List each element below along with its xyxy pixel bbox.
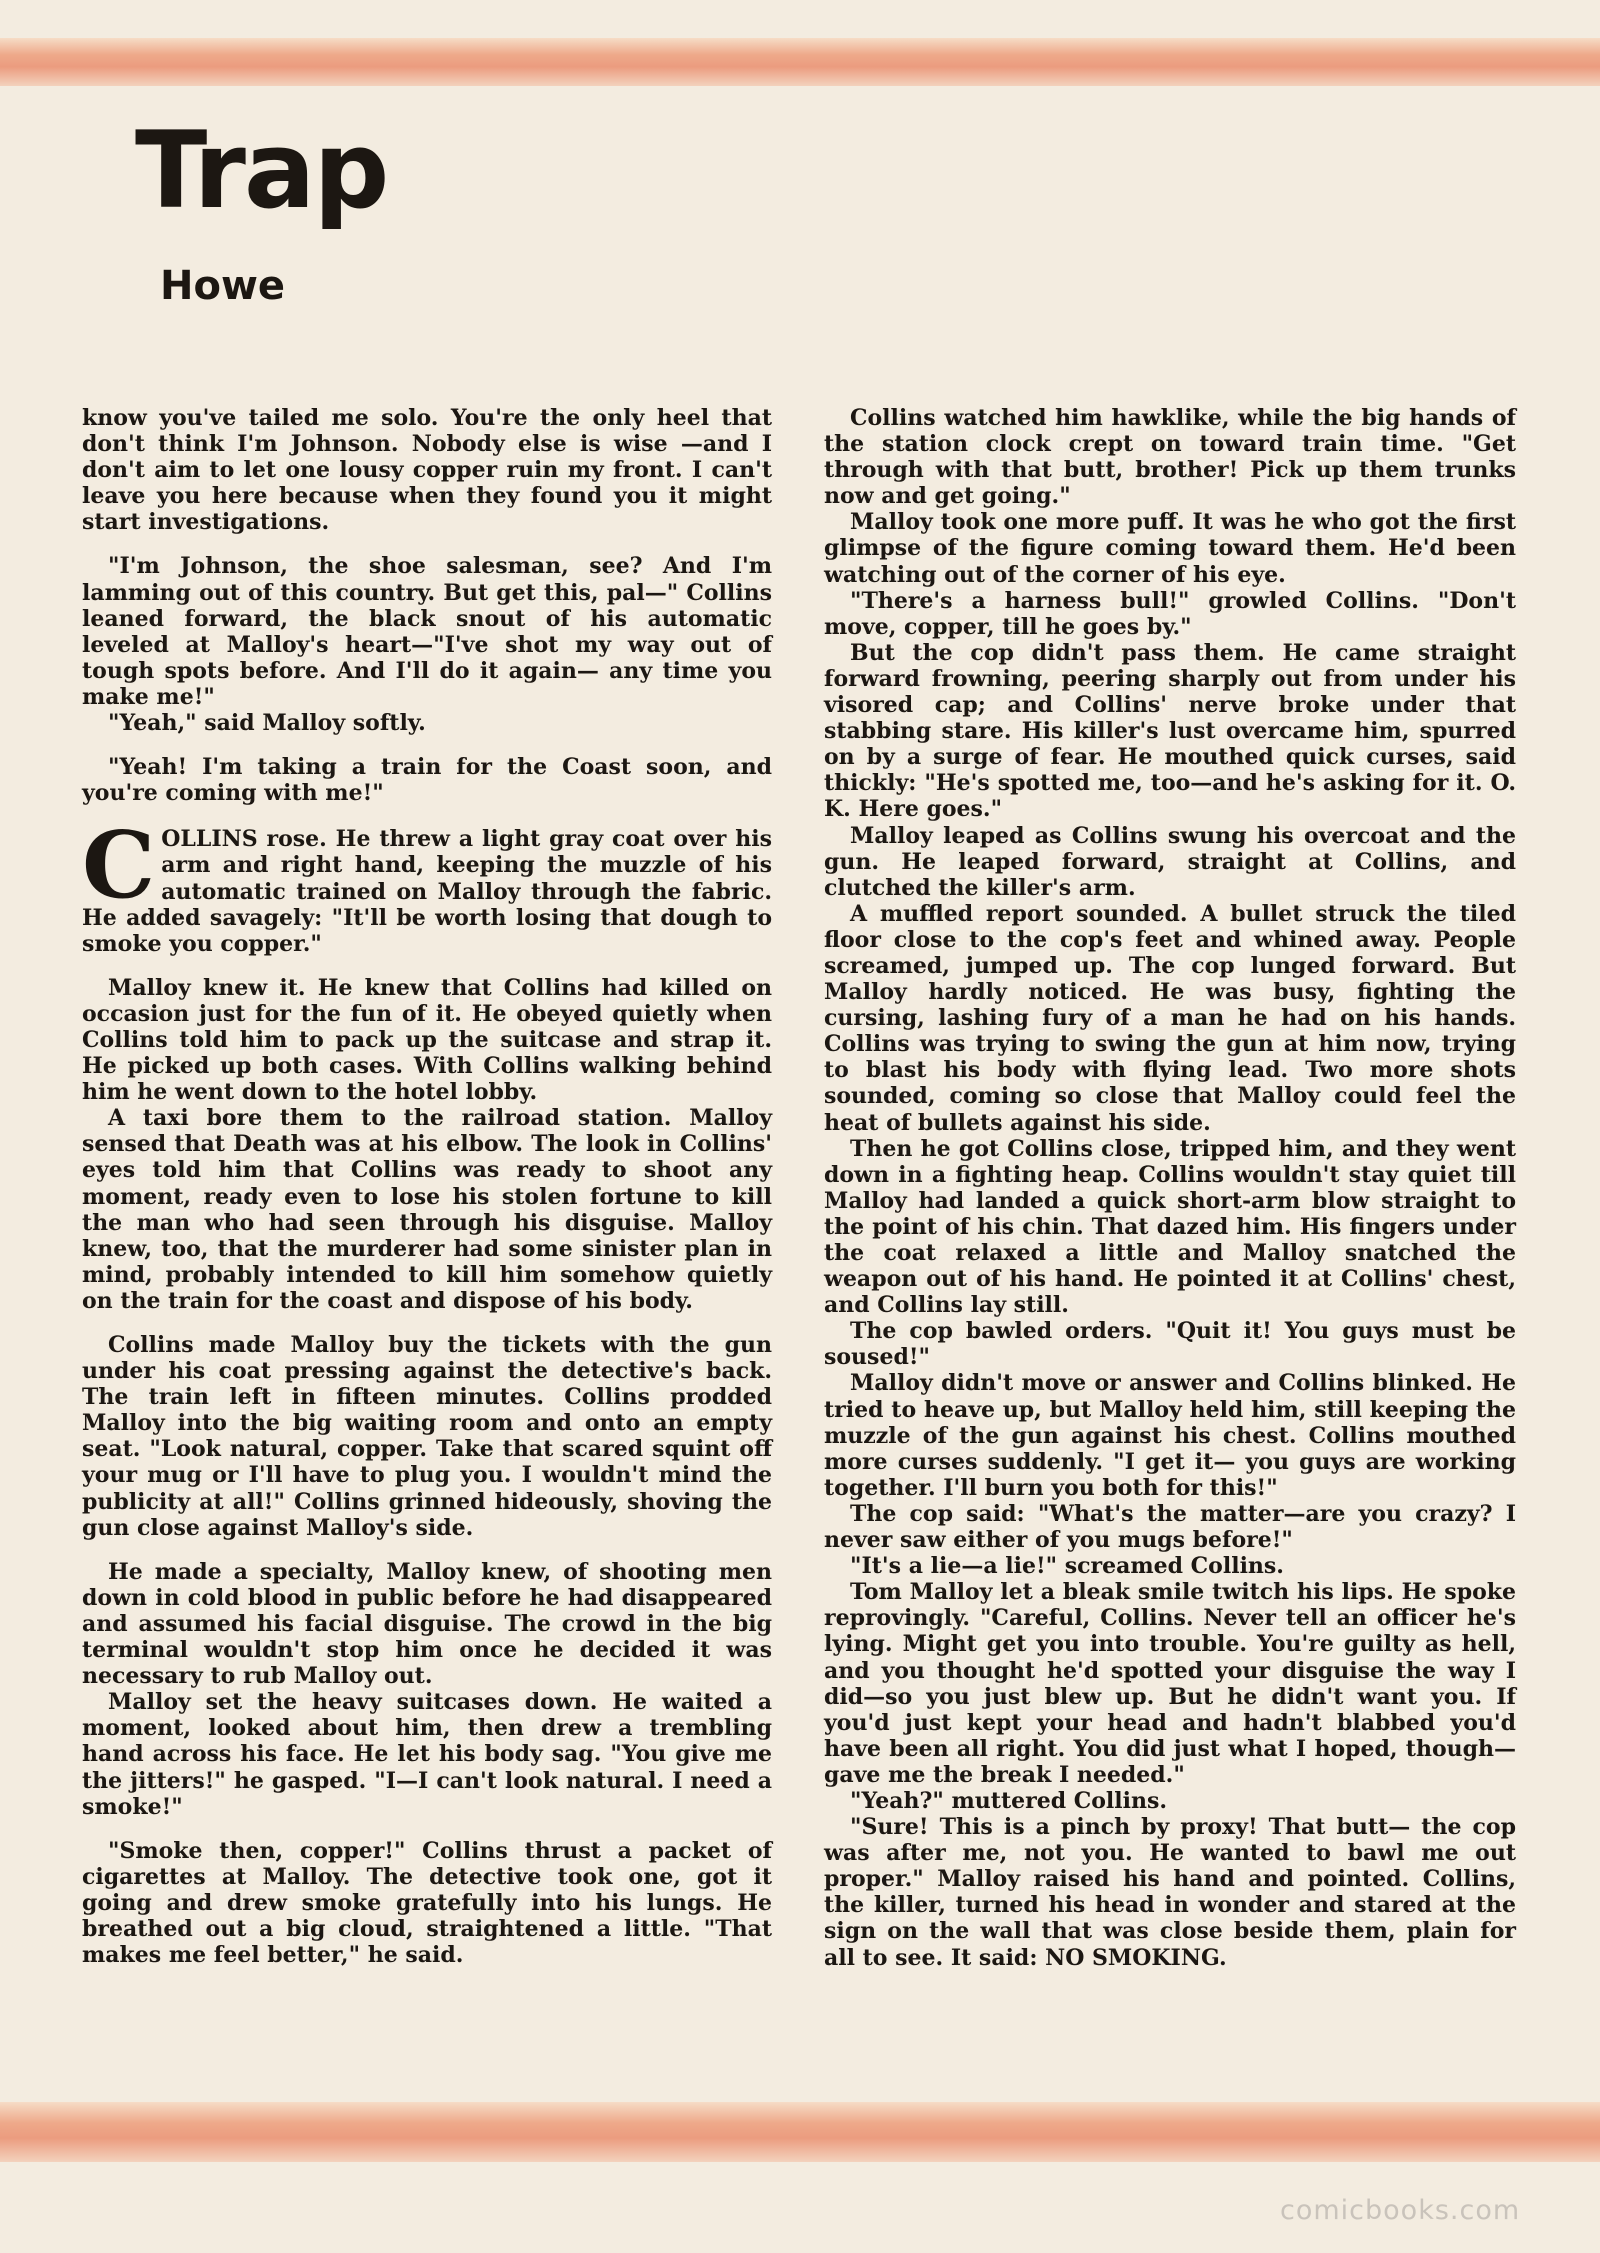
paragraph-dropcap [82, 811, 772, 957]
paragraph: Malloy set the heavy suitcases down. He waited a moment, looked about him, then drew a trembling hand across his face. He let his body sag. "You give me the jitters!" he gasped. "I—I can't look natural. I need a smoke!" [82, 1689, 772, 1820]
paragraph: "There's a harness bull!" growled Collins. "Don't move, copper, till he goes by." [824, 587, 1516, 640]
paragraph: A taxi bore them to the railroad station. Malloy sensed that Death was at his elbow. The look in Collins' eyes told him that Collins was ready to shoot any moment, ready even to lose his stolen fortune to kill the man who had seen through his disguise. Malloy knew, too, that the murderer had some sinister plan in mind, probably intended to kill him somehow quietly on the train for the coast and dispose of his body. [82, 1105, 772, 1314]
drop-cap-letter: C [82, 811, 156, 920]
paragraph: But the cop didn't pass them. He came straight forward frowning, peering sharply out from under his visored cap; and Collins' nerve broke under that stabbing stare. His killer's lust overcame him, spurred on by a surge of fear. He mouthed quick curses, said thickly: "He's spotted me, too—and he's asking for it. O. K. Here goes." [824, 639, 1516, 823]
left-text-column [82, 405, 772, 1968]
paragraph: Tom Malloy let a bleak smile twitch his lips. He spoke reprovingly. "Careful, Collins. Never tell an officer he's lying. Might get you into trouble. You're guilty as hell, and you thought he'd spotted your disguise the way I did—so you just blew up. But he didn't want you. If you'd just kept your head and hadn't blabbed you'd have been all right. You did just what I hoped, though—gave me the break I needed." [824, 1579, 1516, 1788]
paragraph-text: OLLINS rose. He threw a light gray coat over his arm and right hand, keeping the muzzle of his automatic trained on Malloy through the fabric. He added savagely: "It'll be worth losing that dough to smoke you copper." [82, 826, 772, 957]
paragraph: "It's a lie—a lie!" screamed Collins. [850, 1553, 1284, 1580]
paragraph: The cop bawled orders. "Quit it! You guys must be soused!" [824, 1318, 1516, 1371]
paragraph: Collins watched him hawklike, while the big hands of the station clock crept on toward train time. "Get through with that butt, brother! Pick up them trunks now and get going." [824, 405, 1516, 510]
paragraph: Malloy knew it. He knew that Collins had killed on occasion just for the fun of it. He obeyed quietly when Collins told him to pack up the suitcase and strap it. He picked up both cases. With Collins walking behind him he went down to the hotel lobby. [82, 974, 772, 1106]
story-author: Howe [160, 263, 286, 309]
right-text-column [824, 405, 1516, 1971]
paragraph: Then he got Collins close, tripped him, and they went down in a fighting heap. Collins wouldn't stay quiet till Malloy had landed a quick short-arm blow straight to the point of his chin. That dazed him. His fingers under the coat relaxed a little and Malloy snatched the weapon out of his hand. He pointed it at Collins' chest, and Collins lay still. [824, 1135, 1516, 1319]
story-title: Trap [135, 109, 388, 232]
paragraph: "Sure! This is a pinch by proxy! That butt— the cop was after me, not you. He wanted to bawl me out proper." Malloy raised his hand and pointed. Collins, the killer, turned his head in wonder and stared at the sign on the wall that was close beside them, plain for all to see. It said: NO SMOKING. [824, 1814, 1516, 1971]
decorative-top-band [0, 38, 1600, 86]
site-watermark: comicbooks.com [1280, 2195, 1521, 2226]
paragraph: "I'm Johnson, the shoe salesman, see? And I'm lamming out of this country. But get this, pal—" Collins leaned forward, the black snout of his automatic leveled at Malloy's heart—"I've shot my way out of tough spots before. And I'll do it again— any time you make me!" [82, 553, 772, 710]
decorative-bottom-band [0, 2102, 1600, 2162]
paragraph: "Yeah! I'm taking a train for the Coast soon, and you're coming with me!" [82, 754, 772, 807]
paragraph: Malloy didn't move or answer and Collins blinked. He tried to heave up, but Malloy held him, still keeping the muzzle of the gun against his chest. Collins mouthed more curses suddenly. "I get it— you guys are working together. I'll burn you both for this!" [824, 1370, 1516, 1501]
paragraph: Malloy leaped as Collins swung his overcoat and the gun. He leaped forward, straight at Collins, and clutched the killer's arm. [824, 822, 1516, 901]
paragraph: know you've tailed me solo. You're the only heel that don't think I'm Johnson. Nobody else is wise —and I don't aim to let one lousy copper ruin my front. I can't leave you here because when they found you it might start investigations. [82, 405, 772, 536]
paragraph: "Yeah?" muttered Collins. [850, 1787, 1168, 1814]
paragraph: "Smoke then, copper!" Collins thrust a packet of cigarettes at Malloy. The detective took one, got it going and drew smoke gratefully into his lungs. He breathed out a big cloud, straightened a little. "That makes me feel better," he said. [82, 1837, 772, 1969]
paragraph: Collins made Malloy buy the tickets with the gun under his coat pressing against the detective's back. The train left in fifteen minutes. Collins prodded Malloy into the big waiting room and onto an empty seat. "Look natural, copper. Take that scared squint off your mug or I'll have to plug you. I wouldn't mind the publicity at all!" Collins grinned hideously, shoving the gun close against Malloy's side. [82, 1332, 772, 1541]
paragraph: Malloy took one more puff. It was he who got the first glimpse of the figure coming toward them. He'd been watching out of the corner of his eye. [824, 509, 1516, 588]
paragraph: He made a specialty, Malloy knew, of shooting men down in cold blood in public before he had disappeared and assumed his facial disguise. The crowd in the big terminal wouldn't stop him once he decided it was necessary to rub Malloy out. [82, 1558, 772, 1690]
paragraph: "Yeah," said Malloy softly. [108, 710, 426, 737]
paragraph: The cop said: "What's the matter—are you crazy? I never saw either of you mugs before!" [824, 1500, 1516, 1554]
paragraph: A muffled report sounded. A bullet struck the tiled floor close to the cop's feet and whined away. People screamed, jumped up. The cop lunged forward. But Malloy hardly noticed. He was busy, fighting the cursing, lashing fury of a man he had on his hands. Collins was trying to swing the gun at him now, trying to blast his body with flying lead. Two more shots sounded, coming so close that Malloy could feel the heat of bullets against his side. [824, 900, 1516, 1136]
